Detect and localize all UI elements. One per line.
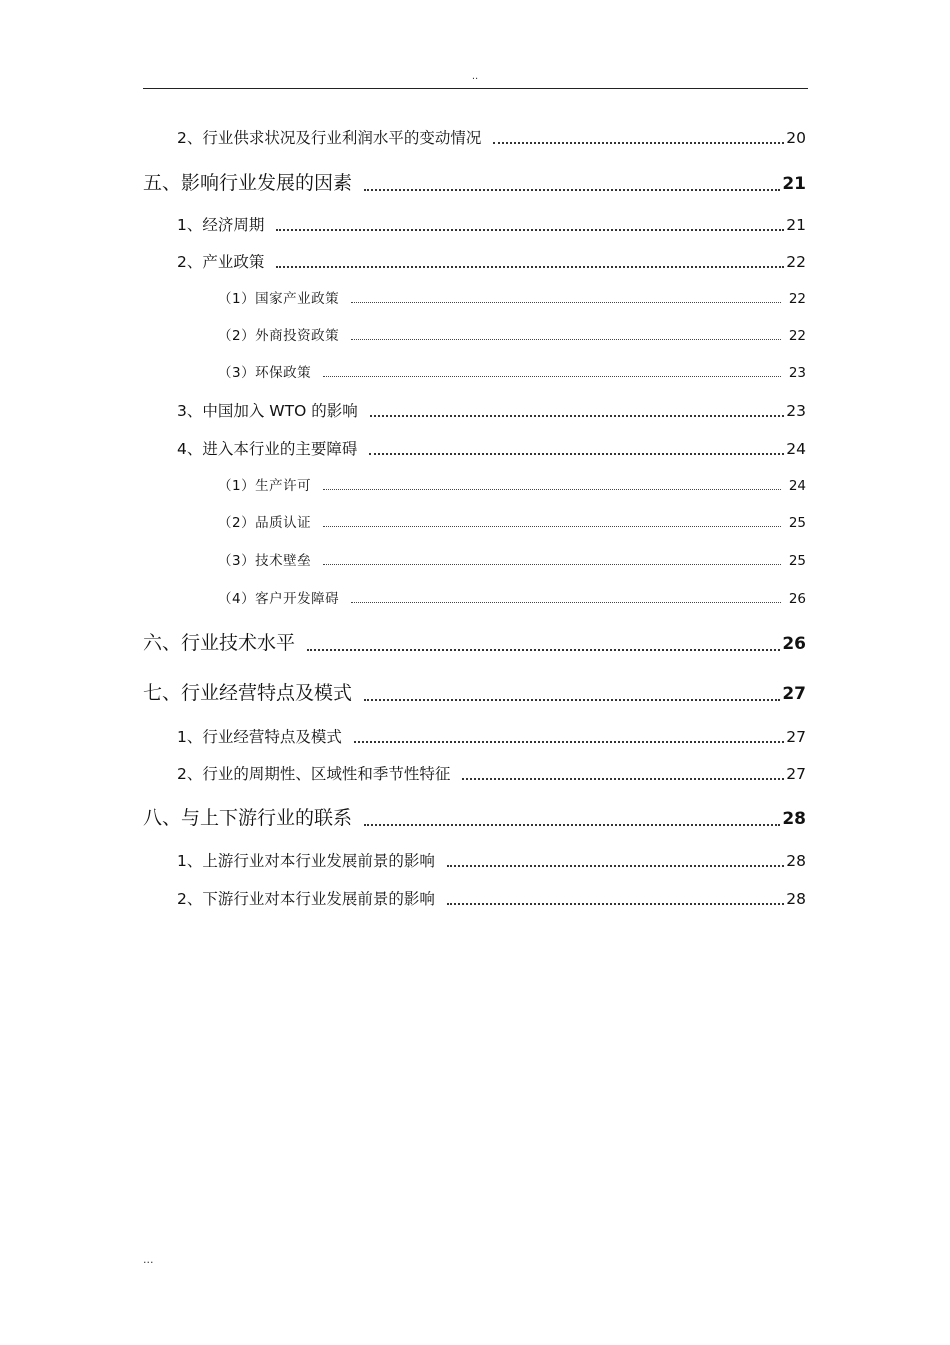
toc-entry-page: 25 xyxy=(788,553,806,569)
toc-entry-label: 2、下游行业对本行业发展前景的影响 xyxy=(177,890,435,908)
toc-entry-label: 2、行业的周期性、区域性和季节性特征 xyxy=(177,765,451,783)
toc-entry[interactable] xyxy=(143,803,806,830)
toc-leader-dots xyxy=(323,376,781,377)
toc-leader-dots xyxy=(323,564,781,565)
toc-leader-dots xyxy=(370,415,785,417)
toc-entry-page: 22 xyxy=(788,291,806,307)
toc-entry-page: 27 xyxy=(782,684,806,704)
toc-entry-page: 20 xyxy=(786,129,806,147)
toc-entry-label: 五、影响行业发展的因素 xyxy=(143,172,353,194)
toc-entry-page: 23 xyxy=(788,365,806,381)
toc-entry[interactable] xyxy=(218,474,806,494)
toc-entry-page: 26 xyxy=(788,591,806,607)
toc-entry-page: 21 xyxy=(786,216,806,234)
toc-entry-page: 22 xyxy=(786,253,806,271)
toc-entry-page: 24 xyxy=(786,440,806,458)
header-rule xyxy=(143,88,808,89)
toc-entry[interactable] xyxy=(177,213,806,235)
toc-entry[interactable] xyxy=(143,678,806,705)
toc-leader-dots xyxy=(462,778,784,780)
toc-entry-page: 22 xyxy=(788,328,806,344)
toc-entry-label: 3、中国加入 WTO 的影响 xyxy=(177,402,358,420)
toc-entry-label: 2、行业供求状况及行业利润水平的变动情况 xyxy=(177,129,482,147)
toc-entry[interactable] xyxy=(143,628,806,655)
toc-entry[interactable] xyxy=(218,511,806,531)
toc-entry-label: 4、进入本行业的主要障碍 xyxy=(177,440,358,458)
toc-leader-dots xyxy=(323,489,781,490)
toc-leader-dots xyxy=(276,266,784,268)
toc-entry[interactable] xyxy=(177,887,806,909)
toc-entry-page: 26 xyxy=(782,634,806,654)
toc-leader-dots xyxy=(323,526,781,527)
toc-entry-label: 1、经济周期 xyxy=(177,216,265,234)
toc-entry-label: 六、行业技术水平 xyxy=(143,632,296,654)
toc-entry-page: 27 xyxy=(786,765,806,783)
toc-entry-page: 23 xyxy=(786,402,806,420)
toc-leader-dots xyxy=(276,229,784,231)
toc-leader-dots xyxy=(493,142,784,144)
toc-entry[interactable] xyxy=(177,437,806,459)
toc-entry[interactable] xyxy=(177,849,806,871)
toc-entry[interactable] xyxy=(218,361,806,381)
toc-entry-label: （4）客户开发障碍 xyxy=(218,591,340,607)
toc-leader-dots xyxy=(351,339,781,340)
toc-entry[interactable] xyxy=(218,324,806,344)
footer-mark: ... xyxy=(143,1253,154,1266)
toc-entry-label: （1）生产许可 xyxy=(218,478,312,494)
toc-entry[interactable] xyxy=(177,725,806,747)
toc-entry[interactable] xyxy=(177,762,806,784)
toc-leader-dots xyxy=(351,602,781,603)
toc-leader-dots xyxy=(447,865,784,867)
toc-entry-page: 21 xyxy=(782,174,806,194)
toc-entry[interactable] xyxy=(218,287,806,307)
toc-entry-label: 2、产业政策 xyxy=(177,253,265,271)
toc-entry-label: 七、行业经营特点及模式 xyxy=(143,682,353,704)
toc-entry-label: 1、行业经营特点及模式 xyxy=(177,728,342,746)
toc-leader-dots xyxy=(354,741,784,743)
toc-leader-dots xyxy=(307,649,780,651)
toc-leader-dots xyxy=(364,189,780,191)
toc-entry-page: 25 xyxy=(788,515,806,531)
toc-entry[interactable] xyxy=(177,126,806,148)
toc-entry-label: 八、与上下游行业的联系 xyxy=(143,807,353,829)
toc-leader-dots xyxy=(351,302,781,303)
toc-leader-dots xyxy=(369,453,784,455)
toc-entry-label: （3）技术壁垒 xyxy=(218,553,312,569)
toc-entry[interactable] xyxy=(143,168,806,195)
toc-leader-dots xyxy=(364,699,780,701)
toc-entry[interactable] xyxy=(218,549,806,569)
toc-leader-dots xyxy=(447,903,784,905)
toc-entry[interactable] xyxy=(177,250,806,272)
toc-entry-label: （2）品质认证 xyxy=(218,515,312,531)
toc-entry[interactable] xyxy=(218,587,806,607)
toc-entry-label: 1、上游行业对本行业发展前景的影响 xyxy=(177,852,435,870)
toc-entry-page: 28 xyxy=(786,852,806,870)
toc-entry-page: 28 xyxy=(786,890,806,908)
toc-entry-page: 27 xyxy=(786,728,806,746)
toc-entry-label: （3）环保政策 xyxy=(218,365,312,381)
toc-entry-page: 24 xyxy=(788,478,806,494)
toc-entry[interactable] xyxy=(177,399,806,421)
toc-leader-dots xyxy=(364,824,780,826)
toc-entry-label: （2）外商投资政策 xyxy=(218,328,340,344)
toc-entry-page: 28 xyxy=(782,809,806,829)
toc-entry-label: （1）国家产业政策 xyxy=(218,291,340,307)
header-mark: .. xyxy=(471,71,479,82)
